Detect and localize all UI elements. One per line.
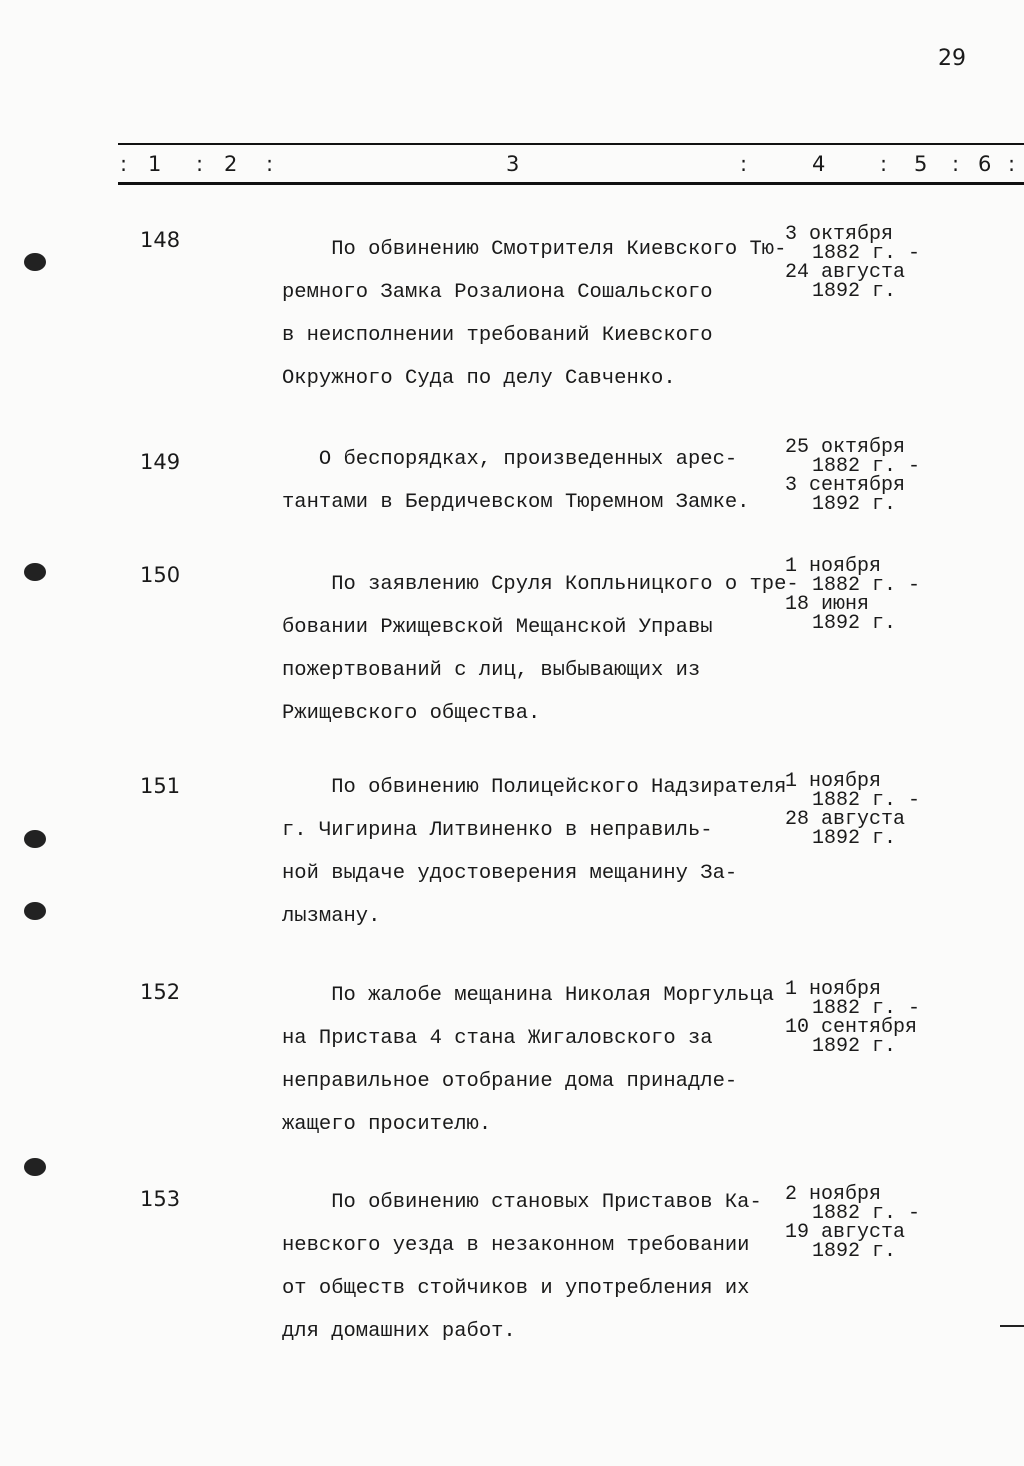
date-line: 1892 г. bbox=[812, 493, 897, 516]
table-top-rule bbox=[118, 143, 1024, 145]
column-header-2: 2 bbox=[224, 152, 238, 176]
entry-description bbox=[282, 1181, 762, 1353]
date-line: 28 августа bbox=[785, 808, 906, 831]
column-header-5: 5 bbox=[914, 152, 928, 176]
date-line: 1892 г. bbox=[812, 827, 897, 850]
date-line: 1882 г. - bbox=[812, 574, 921, 597]
date-line: 24 августа bbox=[785, 261, 906, 284]
column-separator: : bbox=[880, 152, 888, 176]
binding-hole-mark bbox=[24, 563, 46, 581]
text-line: неправильное отобрание дома принадле- bbox=[282, 1070, 738, 1093]
text-line: Ржищевского общества. bbox=[282, 702, 541, 725]
text-line: По обвинению Смотрителя Киевского Тю- bbox=[282, 238, 787, 261]
entry-number: 151 bbox=[140, 774, 181, 798]
text-line: для домашних работ. bbox=[282, 1320, 516, 1343]
entry-description bbox=[282, 228, 786, 400]
column-header-3: 3 bbox=[506, 152, 520, 176]
date-line: 1882 г. - bbox=[812, 997, 921, 1020]
entry-dates bbox=[785, 1185, 920, 1261]
text-line: невского уезда в незаконном требовании bbox=[282, 1234, 750, 1257]
text-line: пожертвований с лиц, выбывающих из bbox=[282, 659, 701, 682]
text-line: от обществ стойчиков и употребления их bbox=[282, 1277, 750, 1300]
column-separator: : bbox=[952, 152, 960, 176]
text-line: в неисполнении требований Киевского bbox=[282, 324, 713, 347]
text-line: По жалобе мещанина Николая Моргульца bbox=[282, 984, 775, 1007]
text-line: бовании Ржищевской Мещанской Управы bbox=[282, 616, 713, 639]
date-line: 1892 г. bbox=[812, 1035, 897, 1058]
entry-number: 152 bbox=[140, 980, 181, 1004]
column-separator: : bbox=[740, 152, 748, 176]
text-line: лызману. bbox=[282, 905, 381, 928]
page-number: 29 bbox=[938, 46, 966, 71]
entry-number: 153 bbox=[140, 1187, 181, 1211]
entry-description bbox=[282, 438, 749, 524]
date-line: 10 сентября bbox=[785, 1016, 918, 1039]
date-line: 1892 г. bbox=[812, 1240, 897, 1263]
column-header-1: 1 bbox=[148, 152, 162, 176]
text-line: на Пристава 4 стана Жигаловского за bbox=[282, 1027, 713, 1050]
entry-number: 150 bbox=[140, 563, 181, 587]
text-line: жащего просителю. bbox=[282, 1113, 492, 1136]
date-line: 1882 г. - bbox=[812, 242, 921, 265]
date-line: 3 сентября bbox=[785, 474, 906, 497]
date-line: 1892 г. bbox=[812, 612, 897, 635]
entry-dates bbox=[785, 772, 920, 848]
margin-dash-mark bbox=[1000, 1325, 1024, 1327]
binding-hole-mark bbox=[24, 902, 46, 920]
entry-description bbox=[282, 766, 786, 938]
table-header-rule bbox=[118, 182, 1024, 185]
date-line: 1 ноября bbox=[785, 978, 882, 1001]
binding-hole-mark bbox=[24, 830, 46, 848]
text-line: Окружного Суда по делу Савченко. bbox=[282, 367, 676, 390]
date-line: 2 ноября bbox=[785, 1183, 882, 1206]
date-line: 1882 г. - bbox=[812, 1202, 921, 1225]
date-line: 1882 г. - bbox=[812, 455, 921, 478]
binding-hole-mark bbox=[24, 253, 46, 271]
date-line: 18 июня bbox=[785, 593, 870, 616]
date-line: 19 августа bbox=[785, 1221, 906, 1244]
column-header-row bbox=[118, 152, 1024, 180]
text-line: По заявлению Сруля Копльницкого о тре- bbox=[282, 573, 799, 596]
date-line: 1892 г. bbox=[812, 280, 897, 303]
entry-dates bbox=[785, 225, 920, 301]
date-line: 3 октября bbox=[785, 223, 894, 246]
text-line: тантами в Бердичевском Тюремном Замке. bbox=[282, 491, 750, 514]
entry-description bbox=[282, 974, 774, 1146]
column-separator: : bbox=[266, 152, 274, 176]
column-separator: : bbox=[1008, 152, 1016, 176]
date-line: 1882 г. - bbox=[812, 789, 921, 812]
text-line: По обвинению Полицейского Надзирателя bbox=[282, 776, 787, 799]
text-line: По обвинению становых Приставов Ка- bbox=[282, 1191, 762, 1214]
date-line: 25 октября bbox=[785, 436, 906, 459]
entry-dates bbox=[785, 438, 920, 514]
column-separator: : bbox=[196, 152, 204, 176]
binding-hole-mark bbox=[24, 1158, 46, 1176]
entry-dates bbox=[785, 980, 920, 1056]
text-line: ремного Замка Розалиона Сошальского bbox=[282, 281, 713, 304]
entry-description bbox=[282, 563, 799, 735]
column-separator: : bbox=[120, 152, 128, 176]
entry-dates bbox=[785, 557, 920, 633]
date-line: 1 ноября bbox=[785, 770, 882, 793]
column-header-4: 4 bbox=[812, 152, 826, 176]
column-header-6: 6 bbox=[978, 152, 992, 176]
entry-number: 149 bbox=[140, 450, 181, 474]
date-line: 1 ноября bbox=[785, 555, 882, 578]
text-line: О беспорядках, произведенных арес- bbox=[282, 448, 738, 471]
entry-number: 148 bbox=[140, 228, 181, 252]
text-line: ной выдаче удостоверения мещанину За- bbox=[282, 862, 738, 885]
text-line: г. Чигирина Литвиненко в неправиль- bbox=[282, 819, 713, 842]
